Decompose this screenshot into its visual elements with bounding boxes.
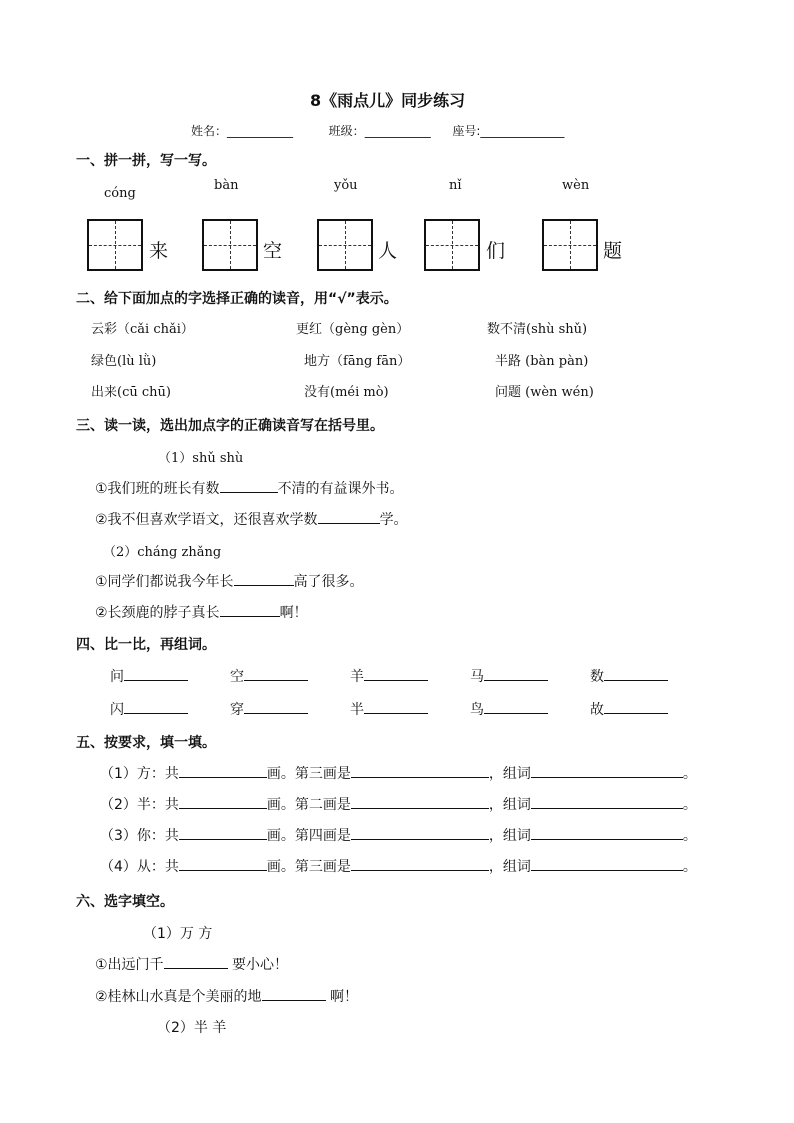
- stroke-count-blank[interactable]: [179, 794, 267, 809]
- pinyin-4: nǐ: [449, 178, 462, 193]
- compare-char: 问: [110, 669, 124, 685]
- item-word: 云彩: [91, 322, 118, 337]
- fill-sentence-1: [95, 954, 288, 974]
- item-word: 数不清: [487, 322, 527, 337]
- word-blank[interactable]: [244, 699, 308, 714]
- pinyin-5: wèn: [562, 178, 590, 193]
- compare-item: [350, 699, 428, 719]
- tianzi-grid-5[interactable]: [542, 219, 598, 271]
- word-blank[interactable]: [531, 856, 683, 871]
- compare-char: 空: [230, 669, 244, 685]
- fill-sentence-2: [95, 986, 358, 1006]
- class-field[interactable]: ___________: [364, 124, 431, 138]
- choice-group-1: （1）万 方: [143, 926, 213, 942]
- reading-item[interactable]: [304, 350, 410, 369]
- item-word: 更红: [296, 322, 323, 337]
- compare-item: [110, 666, 188, 686]
- item-options: (wèn wén): [521, 385, 594, 400]
- row-text: 。: [682, 766, 697, 782]
- compare-item: [230, 699, 308, 719]
- seat-field[interactable]: ______________: [480, 124, 565, 138]
- stroke-count-blank[interactable]: [179, 856, 267, 871]
- row-text: ，组词: [488, 828, 531, 844]
- row-text: （2）半：共: [100, 797, 179, 813]
- stroke-blank[interactable]: [351, 794, 489, 809]
- item-word: 地方: [304, 354, 331, 369]
- reading-item[interactable]: [487, 318, 587, 337]
- item-options: (shù shǔ): [526, 322, 588, 337]
- sentence-text: 啊！: [325, 989, 359, 1005]
- row-text: 画。第二画是: [266, 797, 351, 813]
- word-blank[interactable]: [531, 763, 683, 778]
- answer-blank[interactable]: [164, 954, 228, 969]
- row-text: 画。第四画是: [266, 828, 351, 844]
- name-label: 姓名：: [191, 124, 228, 138]
- tianzi-grid-2[interactable]: [202, 219, 258, 271]
- choice-group-2: （2）半 羊: [157, 1020, 227, 1036]
- reading-item[interactable]: [91, 350, 156, 369]
- word-blank[interactable]: [531, 794, 683, 809]
- section-3-heading: 三、读一读，选出加点字的正确读音写在括号里。: [76, 418, 384, 434]
- answer-blank[interactable]: [318, 509, 380, 524]
- row-text: 。: [682, 859, 697, 875]
- item-options: (bàn pàn): [521, 354, 589, 369]
- word-blank[interactable]: [364, 699, 428, 714]
- pinyin-2: bàn: [214, 178, 239, 193]
- compare-item: [230, 666, 308, 686]
- compare-char: 羊: [350, 669, 364, 685]
- word-blank[interactable]: [484, 699, 548, 714]
- stroke-row-4: [100, 856, 697, 876]
- stroke-blank[interactable]: [351, 825, 489, 840]
- sentence-text: 啊！: [279, 605, 308, 621]
- compare-char: 半: [350, 702, 364, 718]
- item-options: （cǎi chǎi）: [117, 322, 194, 337]
- word-blank[interactable]: [531, 825, 683, 840]
- section-2-heading: 二、给下面加点的字选择正确的读音，用“√”表示。: [76, 291, 398, 307]
- item-options: （fāng fān）: [330, 354, 411, 369]
- word-blank[interactable]: [124, 699, 188, 714]
- word-blank[interactable]: [364, 666, 428, 681]
- sentence-text: ①同学们都说我今年长: [95, 574, 234, 590]
- sentence-text: ②我不但喜欢学语文，还很喜欢学数: [95, 512, 318, 528]
- compare-item: [590, 699, 668, 719]
- sentence-2: [95, 509, 408, 529]
- name-field[interactable]: ___________: [227, 124, 294, 138]
- item-word: 绿色: [91, 354, 118, 369]
- pinyin-3: yǒu: [334, 178, 358, 193]
- group-1-options: （1）shǔ shù: [158, 451, 244, 466]
- compare-item: [590, 666, 668, 686]
- section-6-heading: 六、选字填空。: [76, 894, 174, 910]
- compare-char: 马: [470, 669, 484, 685]
- pinyin-1: cóng: [104, 186, 136, 201]
- compare-char: 闪: [110, 702, 124, 718]
- page-title: 8《雨点儿》同步练习: [310, 91, 466, 110]
- reading-item[interactable]: [296, 318, 409, 337]
- item-options: (méi mò): [330, 385, 389, 400]
- section-5-heading: 五、按要求，填一填。: [76, 735, 216, 751]
- tianzi-grid-4[interactable]: [424, 219, 480, 271]
- grid-char-3: 人: [378, 240, 398, 262]
- group-2-options: （2）cháng zhǎng: [103, 545, 222, 560]
- section-4-heading: 四、比一比，再组词。: [76, 637, 216, 653]
- answer-blank[interactable]: [234, 571, 294, 586]
- grid-char-1: 来: [149, 240, 169, 262]
- sentence-1: [95, 478, 404, 498]
- compare-item: [470, 699, 548, 719]
- section-1-heading: 一、拼一拼，写一写。: [76, 153, 216, 169]
- word-blank[interactable]: [484, 666, 548, 681]
- compare-item: [470, 666, 548, 686]
- row-text: ，组词: [488, 766, 531, 782]
- compare-char: 数: [590, 669, 604, 685]
- compare-char: 鸟: [470, 702, 484, 718]
- sentence-text: ②长颈鹿的脖子真长: [95, 605, 220, 621]
- item-word: 没有: [304, 385, 331, 400]
- sentence-text: ②桂林山水真是个美丽的地: [95, 989, 262, 1005]
- stroke-count-blank[interactable]: [179, 763, 267, 778]
- sentence-4: [95, 602, 308, 622]
- stroke-blank[interactable]: [351, 763, 489, 778]
- answer-blank[interactable]: [220, 602, 280, 617]
- sentence-text: ①出远门千: [95, 957, 164, 973]
- stroke-count-blank[interactable]: [179, 825, 267, 840]
- tianzi-grid-3[interactable]: [317, 219, 373, 271]
- stroke-blank[interactable]: [351, 856, 489, 871]
- word-blank[interactable]: [604, 699, 668, 714]
- row-text: 画。第三画是: [266, 859, 351, 875]
- seat-label: 座号:: [452, 124, 481, 138]
- compare-char: 故: [590, 702, 604, 718]
- item-word: 半路: [495, 354, 522, 369]
- word-blank[interactable]: [604, 666, 668, 681]
- row-text: 。: [682, 828, 697, 844]
- grid-char-4: 们: [486, 240, 506, 262]
- stroke-row-1: [100, 763, 697, 783]
- row-text: ，组词: [488, 797, 531, 813]
- answer-blank[interactable]: [220, 478, 278, 493]
- compare-char: 穿: [230, 702, 244, 718]
- row-text: 画。第三画是: [266, 766, 351, 782]
- reading-item[interactable]: [91, 381, 171, 400]
- grid-char-2: 空: [263, 240, 283, 262]
- tianzi-grid-1[interactable]: [87, 219, 143, 271]
- compare-item: [110, 699, 188, 719]
- sentence-3: [95, 571, 364, 591]
- sentence-text: 要小心！: [227, 957, 289, 973]
- row-text: （3）你：共: [100, 828, 179, 844]
- compare-item: [350, 666, 428, 686]
- sentence-text: 高了很多。: [293, 574, 364, 590]
- reading-item[interactable]: [91, 318, 194, 337]
- reading-item[interactable]: [304, 381, 389, 400]
- word-blank[interactable]: [124, 666, 188, 681]
- stroke-row-3: [100, 825, 697, 845]
- sentence-text: 学。: [379, 512, 408, 528]
- sentence-text: ①我们班的班长有数: [95, 481, 220, 497]
- student-info-row: [191, 122, 564, 139]
- row-text: （1）方：共: [100, 766, 179, 782]
- item-options: (cū chū): [117, 385, 171, 400]
- word-blank[interactable]: [244, 666, 308, 681]
- grid-char-5: 题: [603, 240, 623, 262]
- item-word: 出来: [91, 385, 118, 400]
- item-options: (lù lǜ): [117, 354, 157, 369]
- row-text: （4）从：共: [100, 859, 179, 875]
- reading-item[interactable]: [495, 381, 594, 400]
- row-text: 。: [682, 797, 697, 813]
- item-options: （gèng gèn）: [322, 322, 410, 337]
- answer-blank[interactable]: [262, 986, 326, 1001]
- stroke-row-2: [100, 794, 697, 814]
- class-label: 班级：: [328, 124, 365, 138]
- sentence-text: 不清的有益课外书。: [277, 481, 404, 497]
- reading-item[interactable]: [495, 350, 588, 369]
- row-text: ，组词: [488, 859, 531, 875]
- item-word: 问题: [495, 385, 522, 400]
